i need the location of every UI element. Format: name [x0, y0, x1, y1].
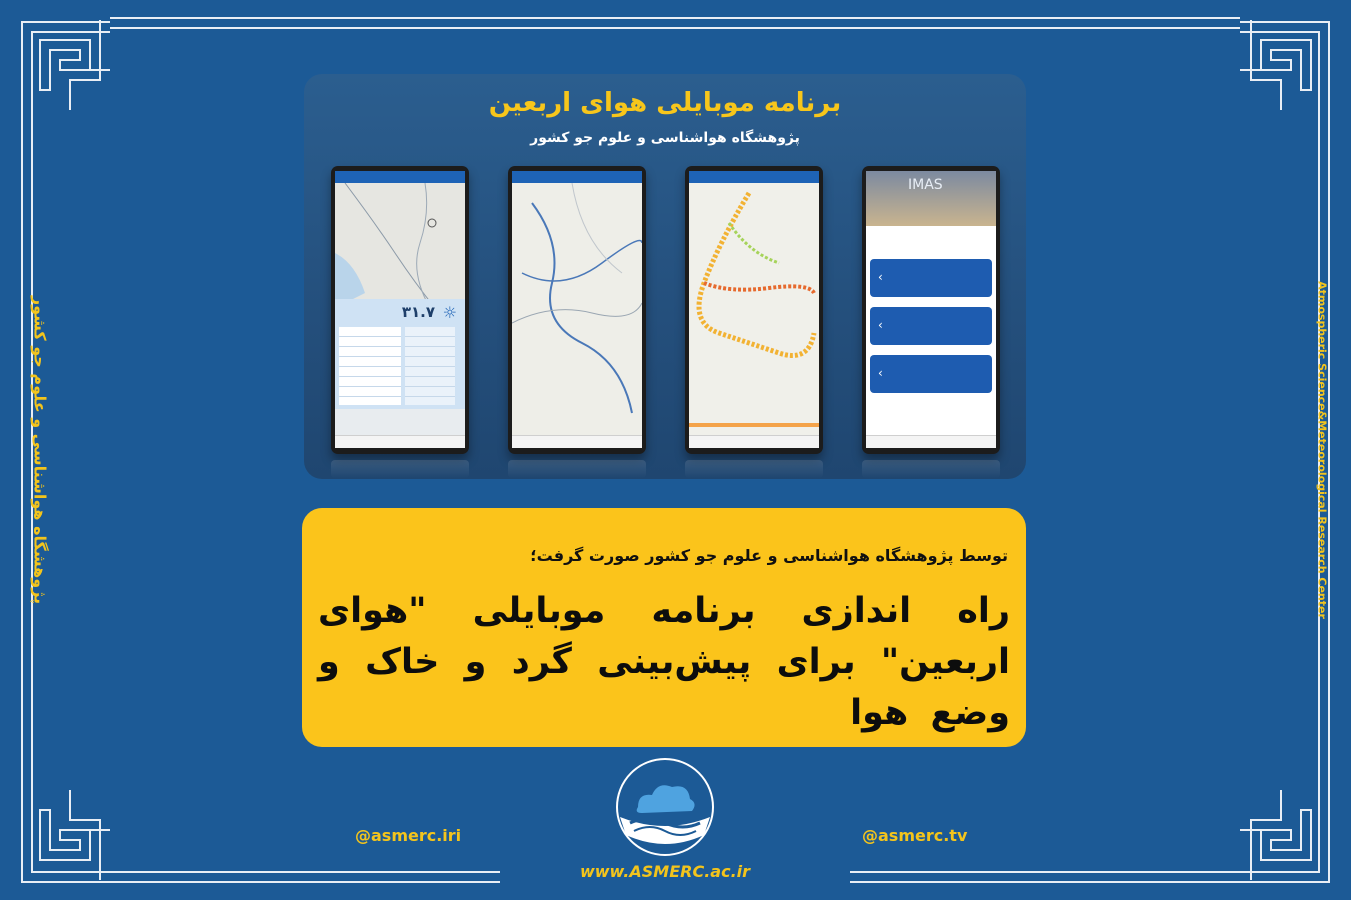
handle-left[interactable]: @asmerc.iri — [355, 826, 462, 845]
banner-title: برنامه موبایلی هوای اربعین — [488, 88, 842, 118]
cloud-waves-logo-icon — [612, 757, 718, 857]
side-label-right: Atmospheric Science&Meteorological Research Center — [1315, 281, 1329, 619]
phone-screenshot-route-map — [508, 166, 646, 454]
website-link[interactable]: www.ASMERC.ac.ir — [579, 862, 751, 881]
map-image — [335, 183, 465, 308]
side-label-left: پژوهشگاه هواشناسی و علوم جو کشور — [30, 295, 50, 605]
app-logo-text: IMAS — [908, 177, 943, 193]
headline-box — [302, 508, 1026, 747]
dust-map-image — [689, 183, 819, 433]
menu-card-3[interactable]: ‹ — [870, 355, 992, 393]
handle-right[interactable]: @asmerc.tv — [862, 826, 968, 845]
menu-card-2[interactable]: ‹ — [870, 307, 992, 345]
temperature-reading: ۳۱.۷ — [401, 303, 435, 321]
headline-intro: توسط پژوهشگاه هواشناسی و علوم جو کشور صورت گرفت؛ — [530, 546, 1008, 565]
phone-screenshot-weather — [331, 166, 469, 454]
banner-subtitle: پژوهشگاه هواشناسی و علوم جو کشور — [530, 130, 800, 146]
logo-text: ASMERC — [652, 844, 678, 851]
phone-screenshot-home — [862, 166, 1000, 454]
phone-screenshot-dust-map — [685, 166, 823, 454]
route-map-image — [512, 183, 642, 433]
app-preview-banner — [304, 74, 1026, 479]
headline-title: راه اندازی برنامه موبایلی "هوای اربعین" برای پیش‌بینی گرد و خاک و وضع هوا — [318, 591, 1010, 733]
sun-icon: ☼ — [442, 303, 457, 322]
menu-card-1[interactable]: ‹ — [870, 259, 992, 297]
